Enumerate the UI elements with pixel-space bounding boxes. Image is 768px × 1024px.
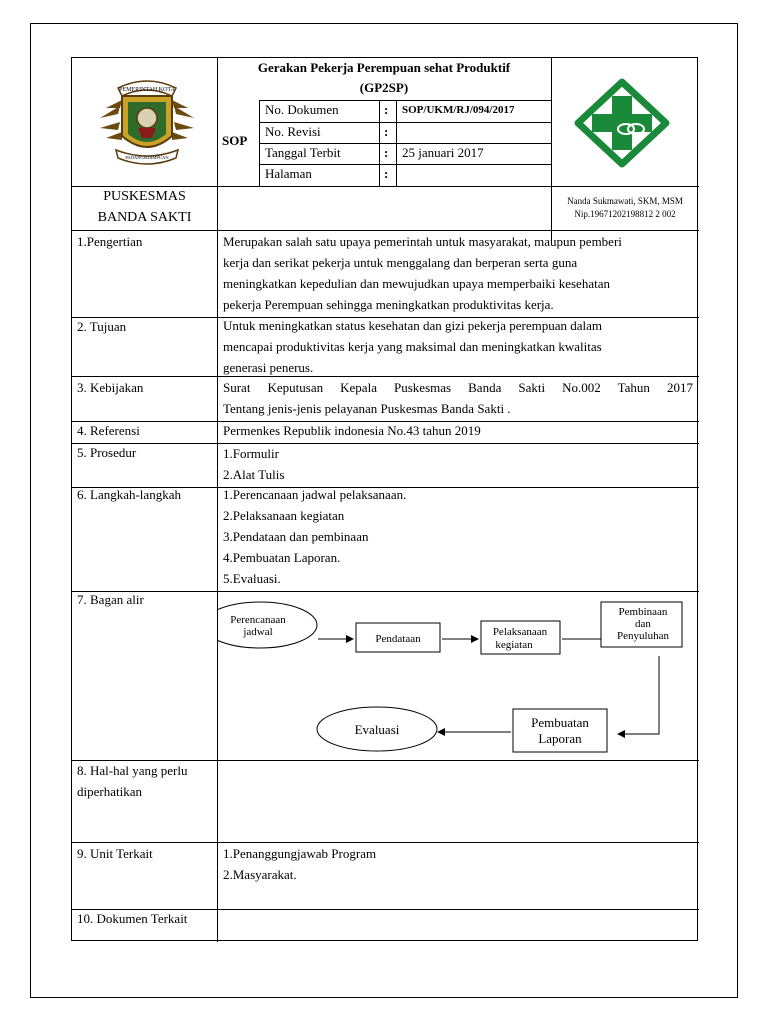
text-line: Surat Keputusan Kepala Puskesmas Banda Sakti No.002 Tahun 2017	[223, 380, 693, 395]
node-pelaksanaan-line2: kegiatan	[495, 639, 533, 651]
page-sep: :	[384, 166, 389, 181]
kebijakan-text	[223, 377, 693, 419]
text-line: Untuk meningkatkan status kesehatan dan gizi pekerja perempuan dalam	[223, 318, 603, 333]
sop-document	[71, 57, 698, 941]
text-line: Tentang jenis-jenis pelayanan Puskesmas Banda Sakti .	[223, 401, 511, 416]
doc-number-label: No. Dokumen	[265, 102, 339, 117]
dokumen-label: 10. Dokumen Terkait	[77, 911, 188, 926]
emblem-top-text: PEMERINTAH KOTA	[119, 87, 175, 93]
node-pembinaan-line2: dan	[635, 618, 651, 630]
node-pelaksanaan-line1: Pelaksanaan	[492, 626, 548, 638]
hal-label-line1: 8. Hal-hal yang perlu	[77, 763, 188, 778]
sop-label: SOP	[222, 133, 248, 148]
list-item: 1.Formulir	[223, 446, 279, 461]
sop-title-line2: (GP2SP)	[359, 80, 409, 95]
doc-number-sep: :	[384, 102, 389, 117]
list-item: 3.Pendataan dan pembinaan	[223, 529, 369, 544]
kebijakan-label: 3. Kebijakan	[77, 380, 144, 395]
signatory-nip: Nip.19671202198812 2 002	[574, 209, 676, 219]
issue-date-label: Tanggal Terbit	[265, 145, 341, 160]
unit-list	[223, 843, 376, 885]
text-line: generasi penerus.	[223, 360, 314, 375]
issue-date-sep: :	[384, 145, 389, 160]
list-item: 5.Evaluasi.	[223, 571, 281, 586]
list-item: 2.Masyarakat.	[223, 867, 297, 882]
divider	[72, 842, 699, 843]
emblem-ribbon-text: PADANGSIDIMPUAN	[125, 155, 169, 160]
page-label: Halaman	[265, 166, 312, 181]
pengertian-label: 1.Pengertian	[77, 234, 143, 249]
langkah-list	[223, 484, 406, 589]
referensi-label: 4. Referensi	[77, 423, 140, 438]
list-item: 4.Pembuatan Laporan.	[223, 550, 341, 565]
flowchart	[218, 592, 698, 760]
puskesmas-logo	[574, 78, 670, 168]
divider	[72, 443, 699, 444]
revision-label: No. Revisi	[265, 124, 321, 139]
node-perencanaan-line2: jadwal	[243, 626, 273, 638]
prosedur-list	[223, 443, 284, 485]
list-item: 2.Pelaksanaan kegiatan	[223, 508, 345, 523]
revision-sep: :	[384, 124, 389, 139]
list-item: 1.Penanggungjawab Program	[223, 846, 377, 861]
city-government-emblem	[92, 66, 202, 176]
divider	[217, 230, 218, 942]
text-line: meningkatkan kepedulian dan mewujudkan upaya memperbaiki kesehatan	[223, 276, 610, 291]
tujuan-text	[223, 315, 693, 378]
list-item: 1.Perencanaan jadwal pelaksanaan.	[223, 487, 407, 502]
text-line: Merupakan salah satu upaya pemerintah untuk masyarakat, maupun pemberi	[223, 234, 622, 249]
prosedur-label: 5. Prosedur	[77, 445, 137, 460]
referensi-text: Permenkes Republik indonesia No.43 tahun 2019	[223, 423, 481, 438]
org-name-line2: BANDA SAKTI	[97, 210, 192, 225]
text-line: mencapai produktivitas kerja yang maksimal dan meningkatkan kwalitas	[223, 339, 602, 354]
tujuan-label: 2. Tujuan	[77, 319, 127, 334]
pengertian-text	[223, 231, 693, 315]
flow-arrow	[618, 656, 659, 734]
doc-number-value: SOP/UKM/RJ/094/2017	[402, 104, 515, 116]
node-evaluasi-line1: Evaluasi	[354, 722, 400, 737]
hal-label-line2: diperhatikan	[77, 784, 142, 799]
node-pendataan-line1: Pendataan	[375, 633, 421, 645]
node-pembuatan-line2: Laporan	[538, 731, 582, 746]
list-item: 2.Alat Tulis	[223, 467, 285, 482]
node-pembinaan-line3: Penyuluhan	[617, 630, 669, 642]
unit-label: 9. Unit Terkait	[77, 846, 153, 861]
text-line: kerja dan serikat pekerja untuk menggalang dan berperan serta guna	[223, 255, 578, 270]
node-pembinaan-line1: Pembinaan	[618, 606, 668, 618]
signatory-name: Nanda Sukmawati, SKM, MSM	[567, 196, 683, 206]
node-pembuatan-line1: Pembuatan	[531, 715, 589, 730]
issue-date-value: 25 januari 2017	[402, 145, 484, 160]
bagan-label: 7. Bagan alir	[77, 592, 144, 607]
sop-title-line1: Gerakan Pekerja Perempuan sehat Produktif	[257, 60, 511, 75]
node-perencanaan-line1: Perencanaan	[230, 614, 286, 626]
langkah-label: 6. Langkah-langkah	[77, 487, 181, 502]
text-line: pekerja Perempuan sehingga meningkatkan produktivitas kerja.	[223, 297, 554, 312]
org-name-line1: PUSKESMAS	[103, 189, 186, 204]
